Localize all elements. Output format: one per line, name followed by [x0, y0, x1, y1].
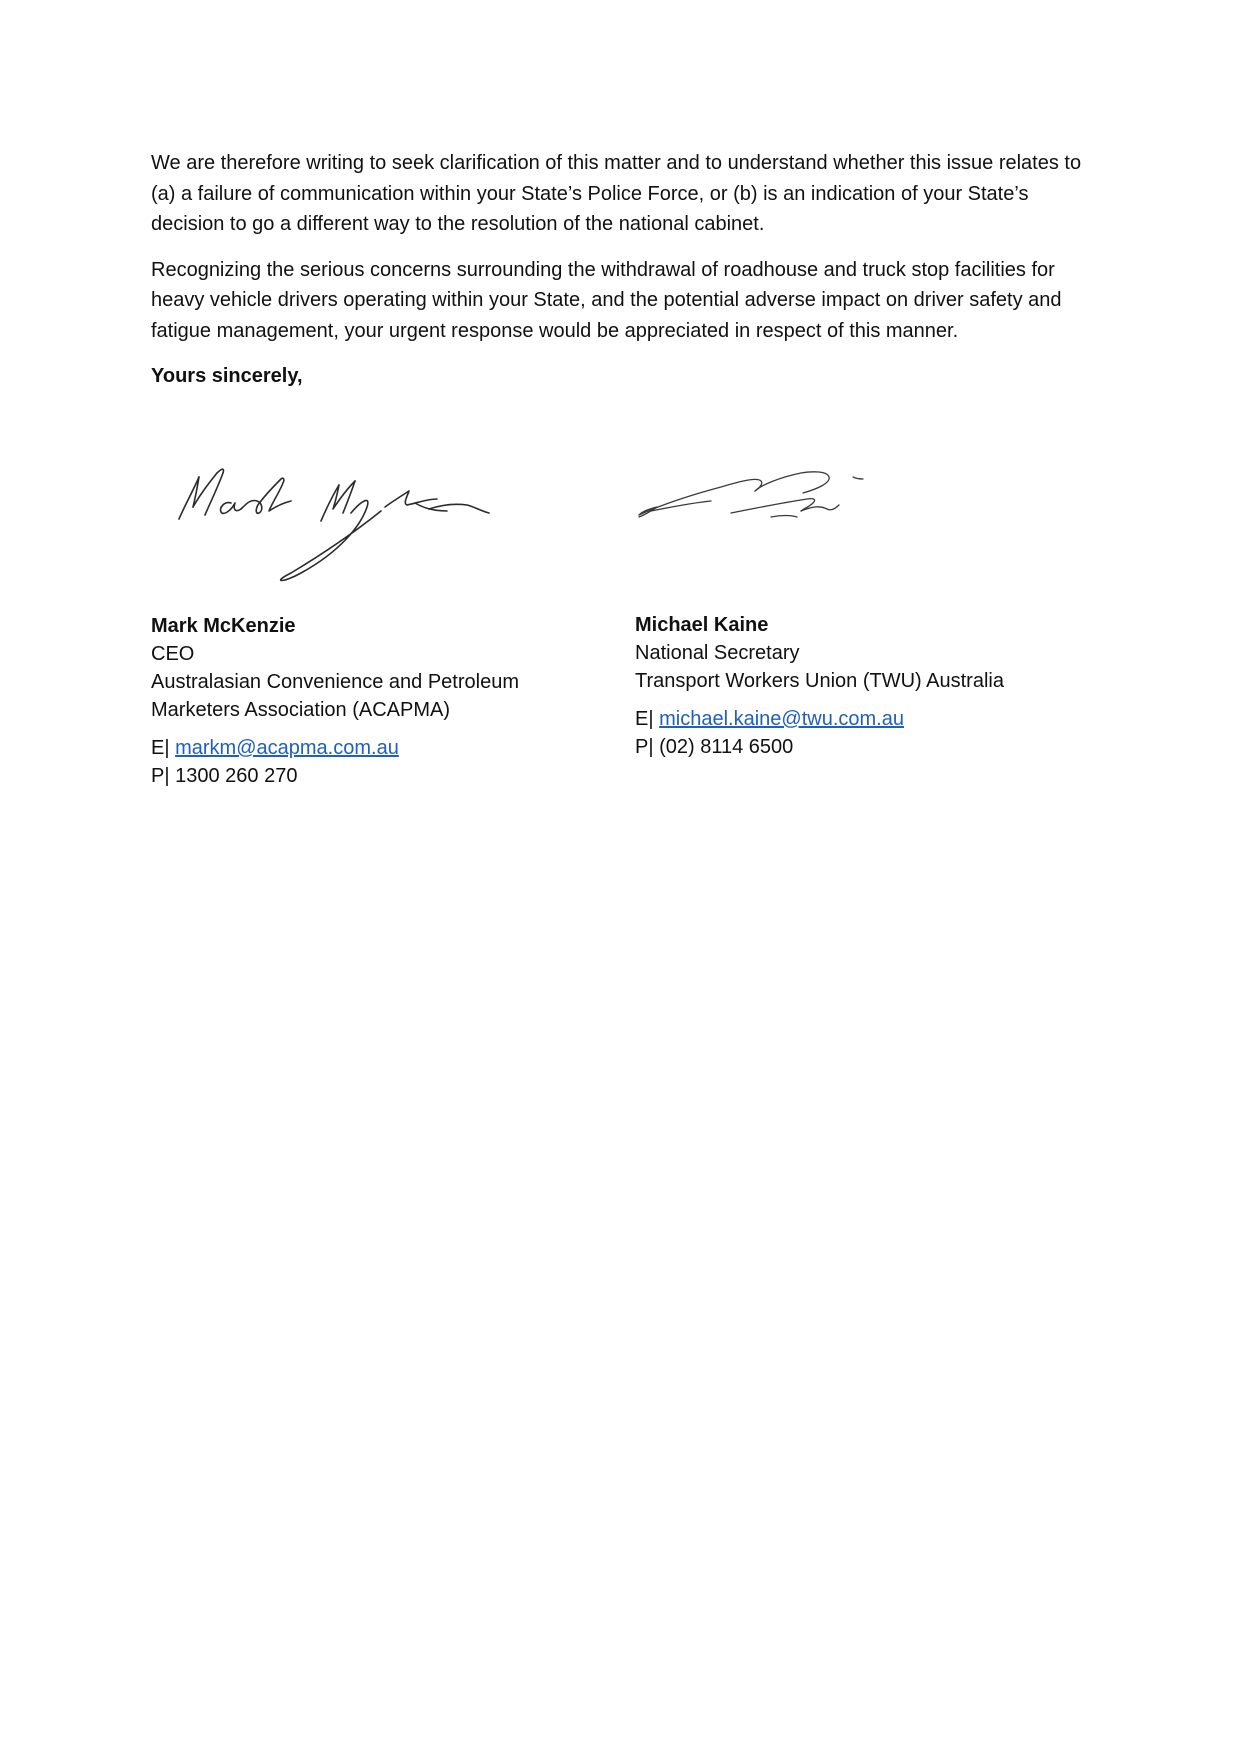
contact-details — [151, 734, 611, 790]
phone-line — [635, 733, 1115, 761]
phone-prefix: P| — [635, 736, 654, 758]
signatory-organisation-line-2: Marketers Association (ACAPMA) — [151, 699, 450, 721]
signatory-name: Mark McKenzie — [151, 615, 296, 637]
signatory-organisation-line-1: Transport Workers Union (TWU) Australia — [635, 670, 1004, 692]
signatory-title: CEO — [151, 643, 195, 665]
signatory-name: Michael Kaine — [635, 614, 769, 636]
signature-michael-kaine-image — [631, 455, 871, 535]
email-line — [635, 705, 1115, 733]
paragraph-clarification: We are therefore writing to seek clarification of this matter and to understand whether this issue relates to (a) a failure of communication within your State’s Police Force, or (b) is an indication of your State’s decision to go a different way to the resolution of the national cabinet. — [151, 152, 1082, 235]
phone-prefix: P| — [151, 765, 170, 787]
signatory-block-mckenzie — [151, 612, 611, 790]
signatory-organisation-line-1: Australasian Convenience and Petroleum — [151, 671, 519, 693]
signatory-title: National Secretary — [635, 642, 800, 664]
phone-line — [151, 762, 611, 790]
phone-number: 1300 260 270 — [175, 765, 298, 787]
signature-mark-mckenzie — [171, 455, 501, 595]
signature-area — [151, 455, 1091, 605]
phone-number: (02) 8114 6500 — [659, 736, 794, 758]
email-prefix: E| — [635, 708, 654, 730]
email-link[interactable]: michael.kaine@twu.com.au — [659, 708, 904, 730]
closing-salutation: Yours sincerely, — [151, 365, 303, 387]
email-link[interactable]: markm@acapma.com.au — [175, 737, 399, 759]
paragraph-concerns: Recognizing the serious concerns surrounding the withdrawal of roadhouse and truck stop facilities for heavy vehicle drivers operating within your State, and the potential adverse impact on driver safety and fatigue management, your urgent response would be appreciated in respect of this manner. — [151, 258, 1062, 342]
signatory-block-kaine — [635, 611, 1115, 761]
signature-mark-mckenzie-image — [171, 455, 501, 595]
signature-michael-kaine — [631, 455, 871, 535]
contact-details — [635, 705, 1115, 761]
email-line — [151, 734, 611, 762]
email-prefix: E| — [151, 737, 170, 759]
letter-body — [151, 148, 1091, 391]
